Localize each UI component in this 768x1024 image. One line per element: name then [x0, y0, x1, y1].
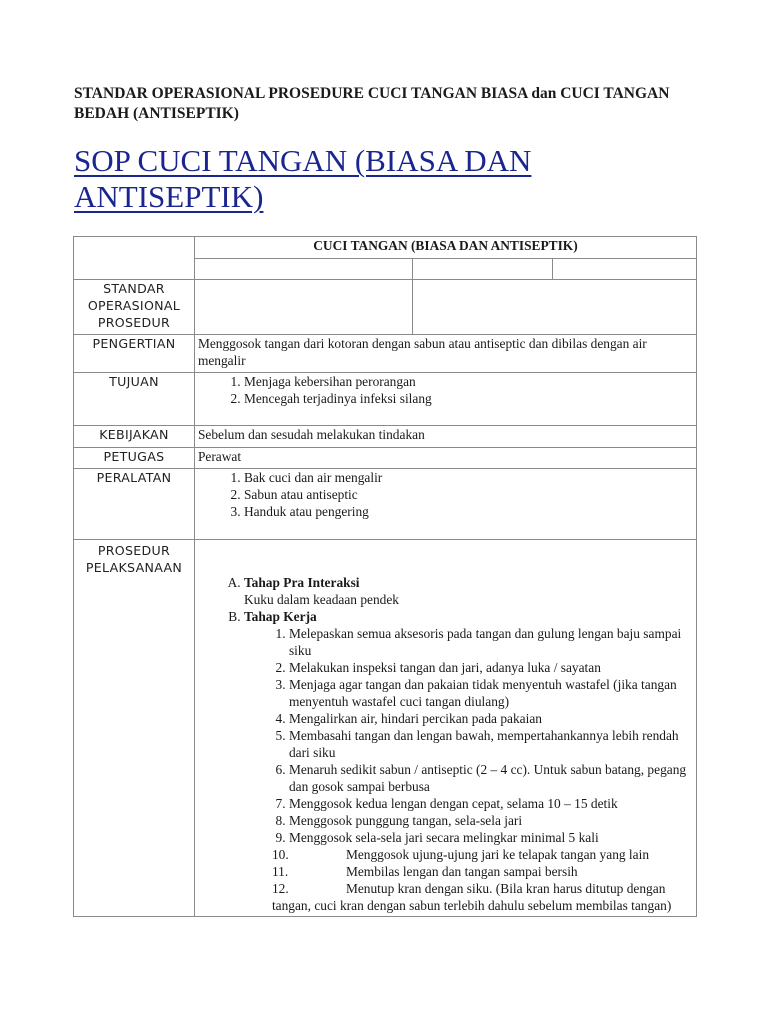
tahap-kerja-list: [244, 625, 693, 914]
list-text: Menutup kran dengan siku. (Bila kran harus ditutup dengan tangan, cuci kran dengan sabun terlebih dahulu sebelum membilas tangan): [271, 881, 672, 913]
list-item: [272, 863, 693, 880]
stage-text: Kuku dalam keadaan pendek: [243, 592, 399, 607]
corner-cell: [74, 237, 195, 280]
list-item: 1. Melepaskan semua aksesoris pada tangan dan gulung lengan baju sampai siku: [289, 625, 693, 659]
tujuan-list: [198, 373, 693, 407]
sop-table: [73, 236, 697, 917]
empty-cell: [412, 280, 696, 335]
document-heading: STANDAR OPERASIONAL PROSEDURE CUCI TANGAN BIASA dan CUCI TANGAN BEDAH (ANTISEPTIK): [74, 85, 670, 122]
list-item: 2. Sabun atau antiseptic: [244, 486, 693, 503]
list-item: 8. Menggosok punggung tangan, sela-sela jari: [289, 812, 693, 829]
pengertian-label: PENGERTIAN: [74, 335, 195, 373]
prosedur-label: PROSEDUR PELAKSANAAN: [74, 540, 195, 917]
petugas-text: Perawat: [194, 448, 696, 469]
list-item: 3. Handuk atau pengering: [244, 503, 693, 520]
list-number: 11.: [271, 864, 289, 879]
list-item: 1. Bak cuci dan air mengalir: [244, 469, 693, 486]
prosedur-cell: [194, 540, 696, 917]
list-item: 1. Menjaga kebersihan perorangan: [244, 373, 693, 390]
pengertian-text: Menggosok tangan dari kotoran dengan sabun atau antiseptic dan dibilas dengan air mengalir: [194, 335, 696, 373]
stage-title: Tahap Kerja: [243, 609, 317, 624]
list-item: 3. Menjaga agar tangan dan pakaian tidak menyentuh wastafel (jika tangan menyentuh wastafel cuci tangan diulang): [289, 676, 693, 710]
tujuan-label: TUJUAN: [74, 373, 195, 426]
stage-title: Tahap Pra Interaksi: [243, 575, 360, 590]
list-number: 12.: [271, 881, 289, 896]
list-item: 7. Menggosok kedua lengan dengan cepat, selama 10 – 15 detik: [289, 795, 693, 812]
standar-label: STANDAR OPERASIONAL PROSEDUR: [74, 280, 195, 335]
list-item: [272, 880, 693, 914]
stage-item: [244, 608, 693, 914]
peralatan-cell: [194, 469, 696, 540]
list-text: Menggosok ujung-ujung jari ke telapak tangan yang lain: [345, 847, 650, 862]
peralatan-list: [198, 469, 693, 520]
list-item: 4. Mengalirkan air, hindari percikan pada pakaian: [289, 710, 693, 727]
petugas-label: PETUGAS: [74, 448, 195, 469]
list-item: 2. Mencegah terjadinya infeksi silang: [244, 390, 693, 407]
sop-title-link[interactable]: SOP CUCI TANGAN (BIASA DAN ANTISEPTIK): [74, 143, 532, 214]
list-item: [272, 846, 693, 863]
list-item: 9. Menggosok sela-sela jari secara melingkar minimal 5 kali: [289, 829, 693, 846]
list-item: 2. Melakukan inspeksi tangan dan jari, adanya luka / sayatan: [289, 659, 693, 676]
empty-cell: [194, 280, 412, 335]
list-text: Membilas lengan dan tangan sampai bersih: [345, 864, 578, 879]
empty-cell: [412, 259, 553, 280]
list-item: 5. Membasahi tangan dan lengan bawah, mempertahankannya lebih rendah dari siku: [289, 727, 693, 761]
kebijakan-label: KEBIJAKAN: [74, 426, 195, 448]
list-item: 6. Menaruh sedikit sabun / antiseptic (2 – 4 cc). Untuk sabun batang, pegang dan gosok sampai berbusa: [289, 761, 693, 795]
table-header: CUCI TANGAN (BIASA DAN ANTISEPTIK): [194, 237, 696, 259]
tujuan-cell: [194, 373, 696, 426]
prosedur-stages: [198, 574, 693, 914]
peralatan-label: PERALATAN: [74, 469, 195, 540]
empty-cell: [194, 259, 412, 280]
stage-item: [244, 574, 693, 608]
empty-cell: [553, 259, 697, 280]
kebijakan-text: Sebelum dan sesudah melakukan tindakan: [194, 426, 696, 448]
list-number: 10.: [271, 847, 289, 862]
